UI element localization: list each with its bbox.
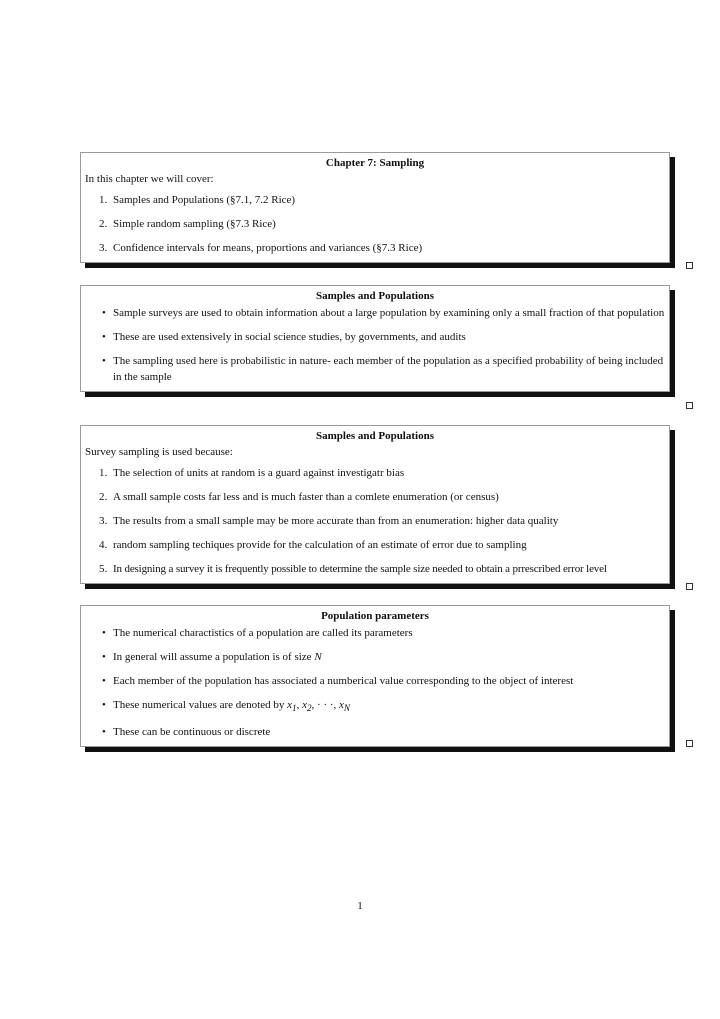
page-number: 1 [357,900,363,912]
bullet-icon: • [102,675,106,687]
math-xn [339,699,351,714]
slide-samples-and-populations [80,285,670,392]
end-of-slide-square-icon [686,740,693,747]
slide-intro: Survey sampling is used because: [85,446,233,458]
list-item [85,329,665,345]
list-item [85,673,665,689]
list-item [85,353,665,385]
list-item [85,561,665,577]
list-item [85,513,665,529]
list-item-text: Simple random sampling (§7.3 Rice) [113,218,276,230]
slide-title: Chapter 7: Sampling [325,157,425,169]
math-x2 [302,699,312,714]
list-item-text: A small sample costs far less and is much faster than a comlete enumeration (or census) [113,491,499,503]
bullet-icon: • [102,355,106,367]
bullet-icon: • [102,627,106,639]
numbered-list [85,192,665,256]
list-item [85,240,665,256]
list-item-text: These can be continuous or discrete [113,726,271,739]
list-item-text: The selection of units at random is a guard against investigatr bias [113,467,405,479]
slide-title: Samples and Populations [316,430,434,442]
list-item [85,625,665,641]
list-item-text: Sample surveys are used to obtain information about a large population by examining only a small fraction of that population [113,307,665,319]
list-item [85,649,665,665]
end-of-slide-square-icon [686,402,693,409]
math-var: x [302,699,307,711]
slide-population-parameters [80,605,670,747]
math-x1 [287,699,297,714]
bullet-icon: • [102,331,106,343]
math-subscript: 1 [291,703,297,714]
slide-chapter-7-sampling [80,152,670,263]
list-number: 4. [99,539,108,551]
math-subscript: N [343,703,351,714]
math-subscript: 2 [306,703,312,714]
list-number: 3. [99,515,108,527]
list-item-text: Samples and Populations (§7.1, 7.2 Rice) [113,194,296,206]
list-item [85,192,665,208]
slide-title: Population parameters [321,610,429,622]
end-of-slide-square-icon [686,262,693,269]
list-number: 1. [99,194,108,206]
list-item-text: Each member of the population has associated a numberical value corresponding to the object of interest [113,675,574,687]
list-number: 1. [99,467,108,479]
list-item-text: random sampling techiques provide for the calculation of an estimate of error due to sampling [113,539,527,551]
list-item [85,489,665,505]
numbered-list [85,465,665,577]
list-number: 3. [99,242,108,254]
bullet-icon: • [102,699,106,711]
list-number: 5. [99,563,108,575]
math-dots: · · · [317,699,334,711]
list-item [85,305,665,321]
math-var: x [287,699,292,711]
bullet-list [85,625,665,740]
list-item-text: In general will assume a population is of size [113,651,312,663]
list-item [85,465,665,481]
bullet-icon: • [102,651,106,663]
bullet-icon: • [102,307,106,319]
list-item [85,537,665,553]
bullet-list [85,305,665,385]
list-item-text: In designing a survey it is frequently possible to determine the sample size needed to obtain a prrescribed error level [113,563,607,575]
list-item-text: These numerical values are denoted by [113,699,285,711]
slide-title: Samples and Populations [316,290,434,302]
bullet-icon: • [102,726,106,739]
list-item-text: The numerical charactistics of a population are called its parameters [113,627,413,639]
list-item-text: The sampling used here is probabilistic in nature- each member of the population as a specified probability of being included in the sample [113,355,664,383]
list-item-text: These are used extensively in social science studies, by governments, and audits [113,331,466,343]
slide-survey-sampling [80,425,670,584]
math-symbol-n: N [314,651,322,663]
slide-intro: In this chapter we will cover: [85,173,214,185]
list-number: 2. [99,218,108,230]
list-item [85,216,665,232]
list-item: • These numerical values are denoted by $x_1$, $x_2$, · · ·, $x_N$ [102,699,351,714]
list-item [85,724,665,740]
list-item-text: The results from a small sample may be more accurate than from an enumeration: higher data quality [113,515,559,527]
list-number: 2. [99,491,108,503]
math-var: x [339,699,344,711]
end-of-slide-square-icon [686,583,693,590]
list-item-text: Confidence intervals for means, proportions and variances (§7.3 Rice) [113,242,423,254]
